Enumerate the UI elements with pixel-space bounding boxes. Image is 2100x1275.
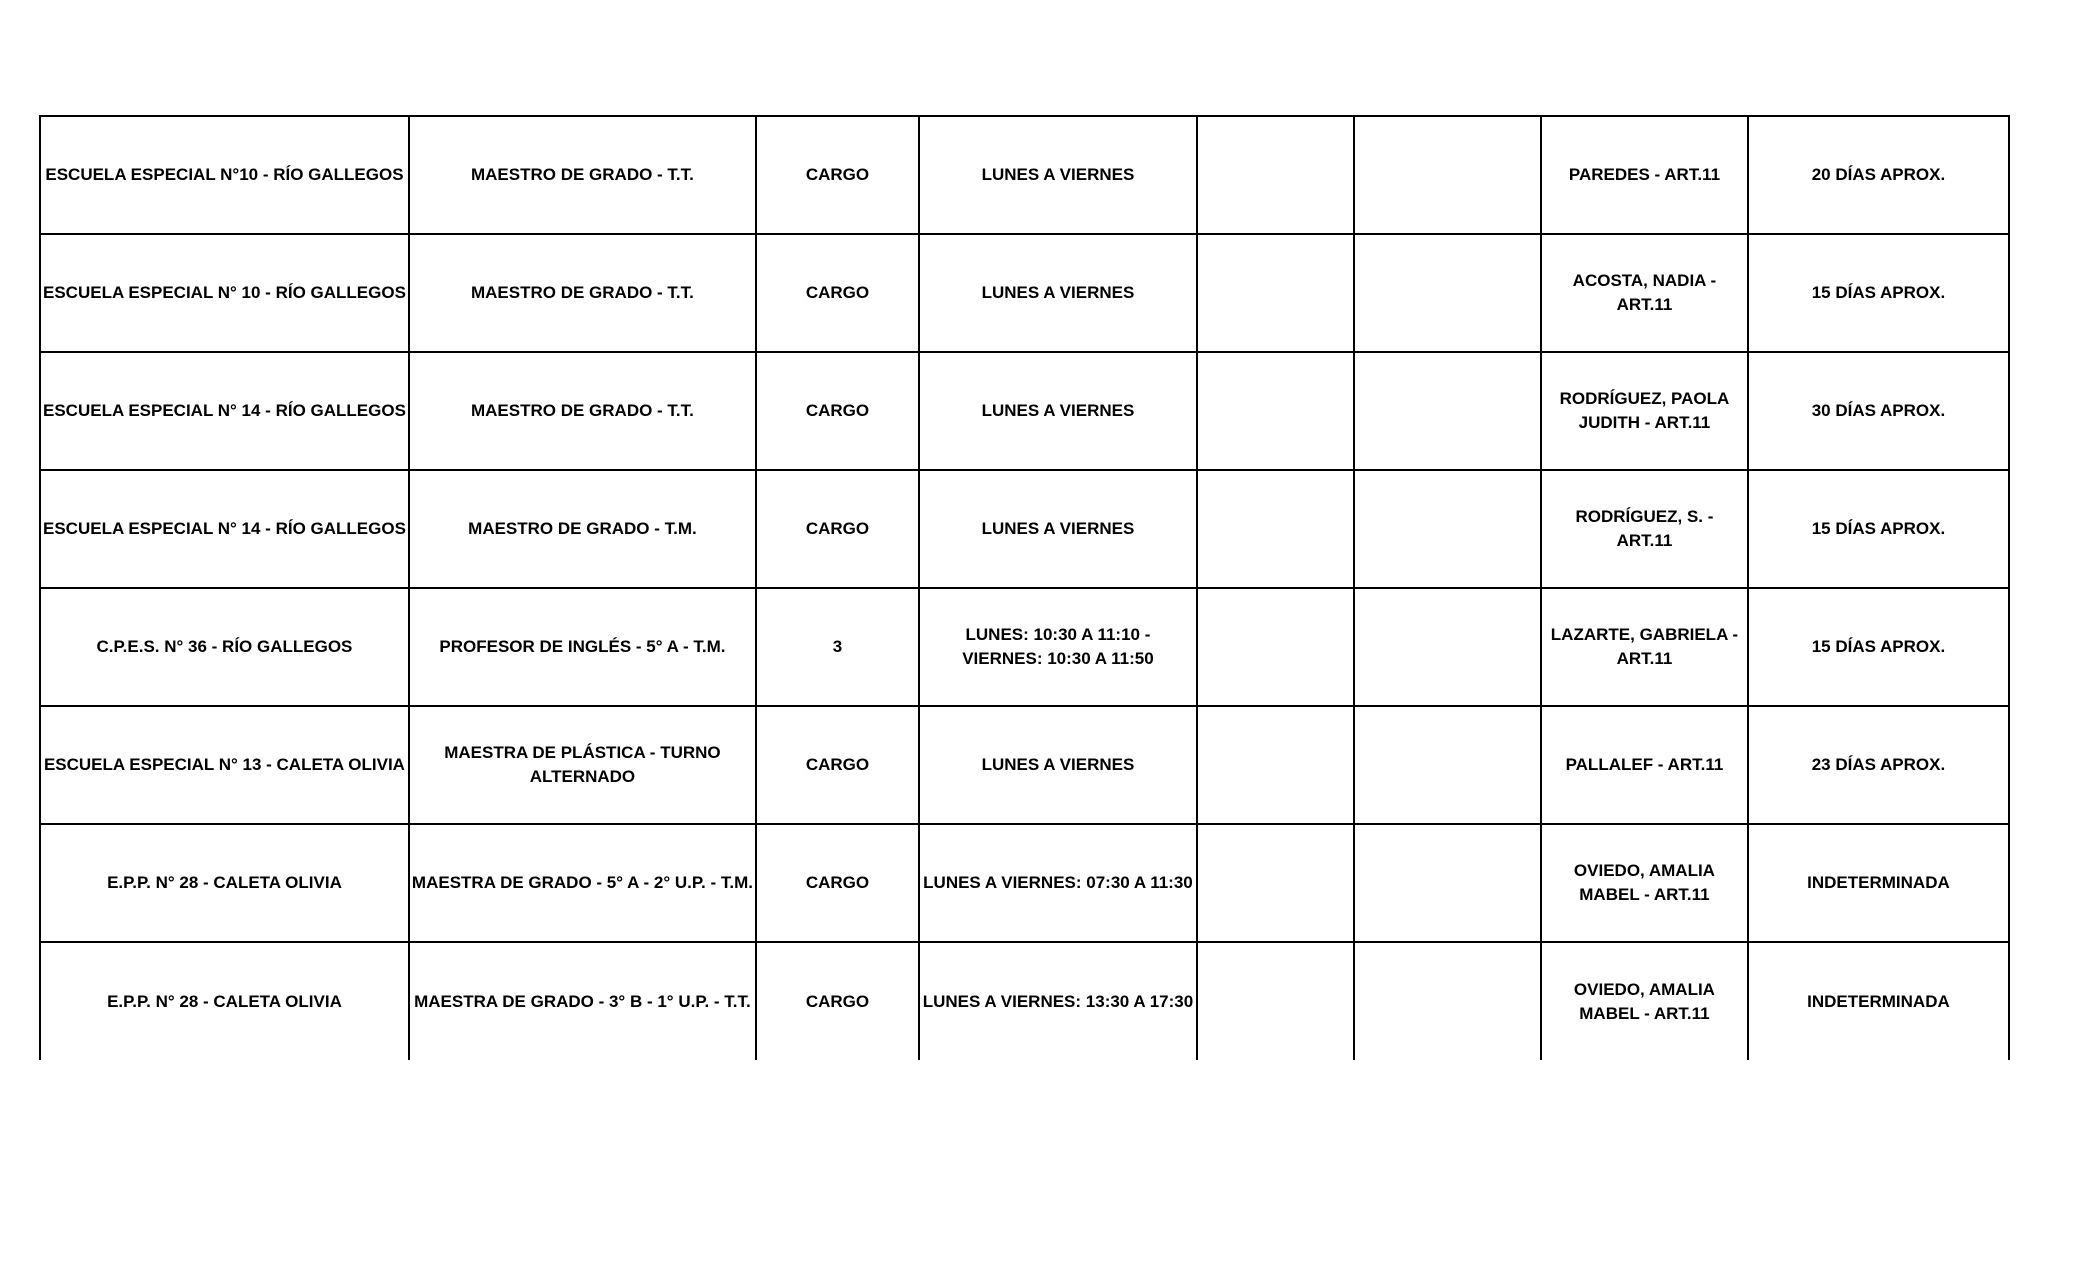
schedule-cell: LUNES A VIERNES xyxy=(919,234,1197,352)
duration-cell: 15 DÍAS APROX. xyxy=(1748,588,2009,706)
table-row xyxy=(40,234,2009,352)
vacancies-table xyxy=(39,115,2010,1060)
table-row xyxy=(40,706,2009,824)
type-cell: CARGO xyxy=(756,824,919,942)
teacher-cell: LAZARTE, GABRIELA - ART.11 xyxy=(1541,588,1748,706)
empty-cell xyxy=(1197,470,1354,588)
duration-cell: 15 DÍAS APROX. xyxy=(1748,470,2009,588)
duration-cell: 20 DÍAS APROX. xyxy=(1748,116,2009,234)
duration-cell: INDETERMINADA xyxy=(1748,824,2009,942)
empty-cell xyxy=(1197,706,1354,824)
type-cell: CARGO xyxy=(756,352,919,470)
table-row xyxy=(40,470,2009,588)
table-row xyxy=(40,352,2009,470)
school-cell: ESCUELA ESPECIAL N°10 - RÍO GALLEGOS xyxy=(40,116,409,234)
school-cell: ESCUELA ESPECIAL N° 13 - CALETA OLIVIA xyxy=(40,706,409,824)
empty-cell xyxy=(1354,942,1541,1060)
empty-cell xyxy=(1354,234,1541,352)
empty-cell xyxy=(1354,588,1541,706)
schedule-cell: LUNES A VIERNES xyxy=(919,706,1197,824)
empty-cell xyxy=(1197,116,1354,234)
type-cell: CARGO xyxy=(756,706,919,824)
position-cell: MAESTRA DE GRADO - 3° B - 1° U.P. - T.T. xyxy=(409,942,756,1060)
schedule-cell: LUNES A VIERNES: 13:30 A 17:30 xyxy=(919,942,1197,1060)
empty-cell xyxy=(1354,352,1541,470)
teacher-cell: RODRÍGUEZ, PAOLA JUDITH - ART.11 xyxy=(1541,352,1748,470)
table-row xyxy=(40,942,2009,1060)
empty-cell xyxy=(1197,942,1354,1060)
school-cell: E.P.P. N° 28 - CALETA OLIVIA xyxy=(40,942,409,1060)
position-cell: MAESTRA DE GRADO - 5° A - 2° U.P. - T.M. xyxy=(409,824,756,942)
teacher-cell: OVIEDO, AMALIA MABEL - ART.11 xyxy=(1541,824,1748,942)
empty-cell xyxy=(1197,588,1354,706)
teacher-cell: OVIEDO, AMALIA MABEL - ART.11 xyxy=(1541,942,1748,1060)
teacher-cell: PALLALEF - ART.11 xyxy=(1541,706,1748,824)
duration-cell: INDETERMINADA xyxy=(1748,942,2009,1060)
empty-cell xyxy=(1197,234,1354,352)
position-cell: MAESTRO DE GRADO - T.M. xyxy=(409,470,756,588)
teacher-cell: ACOSTA, NADIA - ART.11 xyxy=(1541,234,1748,352)
table-row xyxy=(40,824,2009,942)
position-cell: MAESTRO DE GRADO - T.T. xyxy=(409,116,756,234)
school-cell: C.P.E.S. N° 36 - RÍO GALLEGOS xyxy=(40,588,409,706)
schedule-cell: LUNES A VIERNES xyxy=(919,352,1197,470)
position-cell: MAESTRO DE GRADO - T.T. xyxy=(409,352,756,470)
schedule-cell: LUNES A VIERNES xyxy=(919,470,1197,588)
empty-cell xyxy=(1354,706,1541,824)
teacher-cell: RODRÍGUEZ, S. - ART.11 xyxy=(1541,470,1748,588)
duration-cell: 30 DÍAS APROX. xyxy=(1748,352,2009,470)
school-cell: ESCUELA ESPECIAL N° 14 - RÍO GALLEGOS xyxy=(40,352,409,470)
schedule-cell: LUNES A VIERNES xyxy=(919,116,1197,234)
school-cell: E.P.P. N° 28 - CALETA OLIVIA xyxy=(40,824,409,942)
school-cell: ESCUELA ESPECIAL N° 14 - RÍO GALLEGOS xyxy=(40,470,409,588)
type-cell: CARGO xyxy=(756,234,919,352)
schedule-cell: LUNES A VIERNES: 07:30 A 11:30 xyxy=(919,824,1197,942)
duration-cell: 15 DÍAS APROX. xyxy=(1748,234,2009,352)
position-cell: PROFESOR DE INGLÉS - 5° A - T.M. xyxy=(409,588,756,706)
school-cell: ESCUELA ESPECIAL N° 10 - RÍO GALLEGOS xyxy=(40,234,409,352)
position-cell: MAESTRO DE GRADO - T.T. xyxy=(409,234,756,352)
type-cell: 3 xyxy=(756,588,919,706)
duration-cell: 23 DÍAS APROX. xyxy=(1748,706,2009,824)
empty-cell xyxy=(1197,352,1354,470)
type-cell: CARGO xyxy=(756,942,919,1060)
type-cell: CARGO xyxy=(756,116,919,234)
table-row xyxy=(40,588,2009,706)
position-cell: MAESTRA DE PLÁSTICA - TURNO ALTERNADO xyxy=(409,706,756,824)
type-cell: CARGO xyxy=(756,470,919,588)
schedule-cell: LUNES: 10:30 A 11:10 - VIERNES: 10:30 A 11:50 xyxy=(919,588,1197,706)
empty-cell xyxy=(1354,824,1541,942)
empty-cell xyxy=(1354,470,1541,588)
empty-cell xyxy=(1354,116,1541,234)
table-row xyxy=(40,116,2009,234)
teacher-cell: PAREDES - ART.11 xyxy=(1541,116,1748,234)
empty-cell xyxy=(1197,824,1354,942)
